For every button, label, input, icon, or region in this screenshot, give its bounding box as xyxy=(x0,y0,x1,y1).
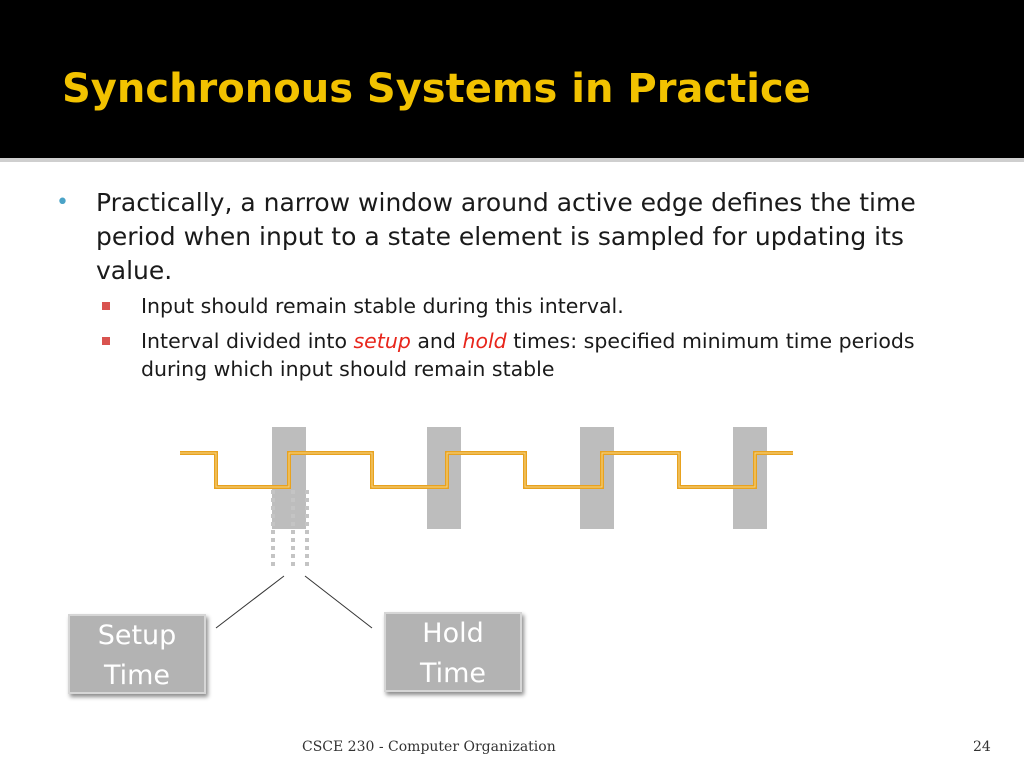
hold-time-callout xyxy=(384,612,522,692)
bullet-marker: • xyxy=(56,190,69,215)
callout-line: Time xyxy=(419,658,487,689)
sampling-window xyxy=(427,427,461,529)
sub-bullet-stable: Input should remain stable during this interval. xyxy=(141,294,624,318)
footer-course: CSCE 230 - Computer Organization xyxy=(302,739,556,755)
sub-bullet-text: and xyxy=(410,329,463,353)
sampling-window xyxy=(580,427,614,529)
callout-line: Time xyxy=(103,660,171,691)
setup-pointer-line xyxy=(216,576,284,628)
callout-line: Hold xyxy=(422,618,484,649)
page-number: 24 xyxy=(973,739,991,755)
main-bullet-text: Practically, a narrow window around active edge defines the time period when input to a state element is sampled for updating its value. xyxy=(96,188,916,285)
sampling-windows xyxy=(272,427,767,529)
clock-waveform xyxy=(180,453,793,487)
slide-title: Synchronous Systems in Practice xyxy=(62,66,811,112)
setup-time-callout xyxy=(68,614,206,694)
setup-term: setup xyxy=(353,329,411,353)
hold-pointer-line xyxy=(305,576,372,628)
sub-bullet-text: Interval divided into xyxy=(141,329,354,353)
clock-waveform-highlight xyxy=(180,453,793,487)
sampling-window xyxy=(733,427,767,529)
callout-line: Setup xyxy=(97,620,177,651)
hold-term: hold xyxy=(462,329,507,353)
sub-bullet-text: times: specified minimum time periods during which input should remain stable xyxy=(141,329,915,381)
